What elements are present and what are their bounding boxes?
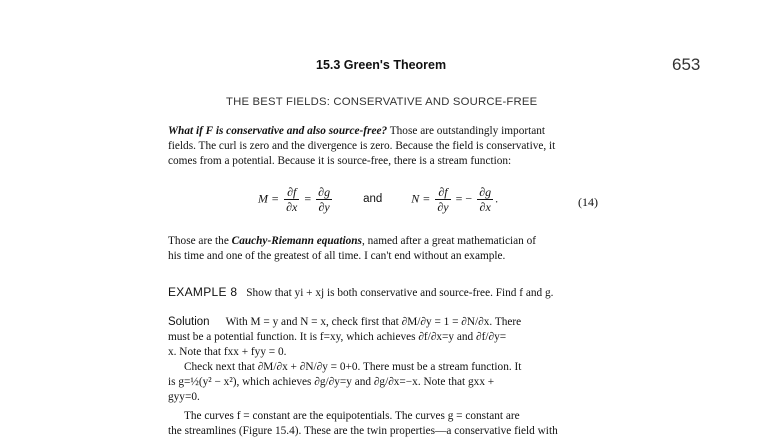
- equation-number: (14): [578, 195, 598, 209]
- cauchy-riemann-term: Cauchy-Riemann equations: [231, 235, 362, 247]
- solution-line: x. Note that fxx + fyy = 0.: [168, 346, 287, 358]
- example-line: [168, 285, 553, 299]
- solution-line: Solution With M = y and N = x, check first that ∂M/∂y = 1 = ∂N/∂x. There: [168, 316, 522, 328]
- lead-question: What if F is conservative and also source-free?: [168, 125, 388, 137]
- eq-sign: =: [304, 191, 312, 206]
- solution-line: Check next that ∂M/∂x + ∂N/∂y = 0+0. There must be a stream function. It: [184, 361, 522, 373]
- example-text: Show that yi + xj is both conservative and source-free. Find f and g.: [246, 287, 554, 299]
- example-label: EXAMPLE 8: [168, 285, 238, 299]
- fraction: $\frac{\partial g}{\partial x}$: [479, 185, 492, 214]
- display-equation: M = $\frac{\partial f}{\partial x}$ = $\frac{\partial g}{\partial y}$ and N = $\frac{\partial f}{\partial y}$ = − $\frac{\partial g}{\partial x}$ .: [258, 185, 499, 214]
- lead-rest: Those are outstandingly important: [387, 125, 546, 137]
- page-number: 653: [672, 55, 701, 74]
- paragraph-line: [168, 124, 545, 139]
- paragraph-line: fields. The curl is zero and the divergence is zero. Because the field is conservative, it: [168, 140, 556, 152]
- solution-line: is g=½(y² − x²), which achieves ∂g/∂y=y and ∂g/∂x=−x. Note that gxx +: [168, 376, 495, 388]
- eq-and: and: [363, 193, 383, 206]
- solution-line: the streamlines (Figure 15.4). These are the twin properties—a conservative field with: [168, 425, 558, 437]
- eq-m-lhs: M =: [258, 191, 280, 206]
- eq-neg-sign: = −: [455, 191, 473, 206]
- fraction: $\frac{\partial g}{\partial y}$: [318, 185, 331, 214]
- fraction: $\frac{\partial f}{\partial y}$: [437, 185, 449, 214]
- solution-line: The curves f = constant are the equipotentials. The curves g = constant are: [184, 410, 520, 422]
- eq-n-lhs: N =: [411, 191, 431, 206]
- fraction: $\frac{\partial f}{\partial x}$: [286, 185, 298, 214]
- solution-label: Solution: [168, 316, 210, 328]
- solution-line: must be a potential function. It is f=xy, which achieves ∂f/∂x=y and ∂f/∂y=: [168, 331, 507, 343]
- solution-line: gyy=0.: [168, 391, 200, 403]
- section-subheading: THE BEST FIELDS: CONSERVATIVE AND SOURCE-FREE: [226, 96, 538, 108]
- paragraph-line: Those are the Cauchy-Riemann equations, named after a great mathematician of: [168, 235, 537, 247]
- paragraph-line: comes from a potential. Because it is source-free, there is a stream function:: [168, 155, 512, 167]
- section-title: 15.3 Green's Theorem: [316, 58, 447, 72]
- paragraph-line: his time and one of the greatest of all time. I can't end without an example.: [168, 250, 506, 262]
